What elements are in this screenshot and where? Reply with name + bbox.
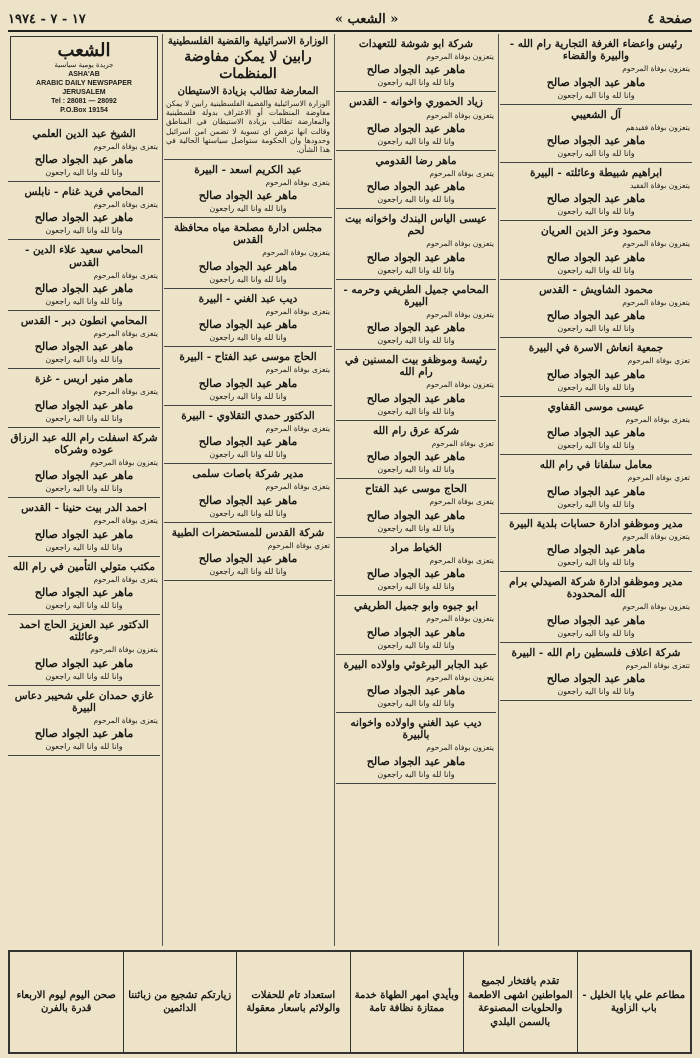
notice-name: ماهر عبد الجواد صالح	[366, 180, 466, 194]
notice-footer: وانا لله وانا اليه راجعون	[209, 274, 287, 284]
notice-title: المحامي جميل الطريفي وحرمه - البيرة	[343, 283, 489, 308]
notice-title: جمعية انعاش الاسرة في البيرة	[528, 342, 664, 355]
ad-panel: وبأيدي امهر الطهاة خدمة ممتازة نظافة تامة	[350, 952, 464, 1052]
column-divider	[162, 34, 163, 946]
notice-text: يتعزى بوفاة المرحوم	[625, 414, 690, 424]
notice-text: يتعزى بوفاة المرحوم	[93, 516, 158, 526]
notice-text: يتعزى بوفاة المرحوم	[265, 306, 330, 316]
condolence-notice	[8, 124, 160, 182]
condolence-notice	[164, 289, 332, 347]
notice-footer: وانا لله وانا اليه راجعون	[557, 148, 635, 158]
notice-title: شركة ابو شوشة للتعهدات	[358, 38, 474, 50]
notice-name: ماهر عبد الجواد صالح	[366, 754, 466, 768]
notice-name: ماهر عبد الجواد صالح	[546, 543, 646, 556]
condolence-notice	[164, 218, 332, 289]
notice-name: ماهر عبد الجواد صالح	[198, 376, 298, 390]
ad-panel: استعداد تام للحفلات والولائم باسعار معقولة	[236, 952, 350, 1052]
notice-name: ماهر عبد الجواد صالح	[366, 625, 466, 639]
page-number: صفحة ٤	[647, 11, 692, 27]
notice-footer: وانا لله وانا اليه راجعون	[557, 207, 635, 217]
notice-name: ماهر عبد الجواد صالح	[366, 250, 466, 264]
news-subhead: الوزارة الاسرائيلية والقضية الفلسطينية	[167, 36, 329, 47]
notice-footer: وانا لله وانا اليه راجعون	[377, 582, 455, 592]
notice-text: تتعزى بوفاة المرحوم	[625, 660, 690, 670]
notice-name: ماهر عبد الجواد صالح	[366, 684, 466, 697]
notice-text: يتعزون بوفاة المرحوم	[426, 239, 494, 249]
condolence-notice	[500, 105, 692, 163]
condolence-notice	[336, 209, 496, 280]
notice-title: مدير وموظفو ادارة شركة الصيدلي برام الله المحدودة	[509, 576, 683, 601]
notice-name: ماهر عبد الجواد صالح	[198, 259, 298, 273]
notice-name: ماهر عبد الجواد صالح	[366, 63, 466, 77]
notice-footer: وانا لله وانا اليه راجعون	[377, 465, 455, 475]
notice-text: يتعزون بوفاة المرحوم	[90, 457, 158, 467]
notice-name: ماهر عبد الجواد صالح	[198, 189, 298, 203]
notice-text: يتعزون بوفاة المرحوم	[426, 743, 494, 753]
notice-title: المحامي سعيد علاء الدين - القدس	[24, 244, 144, 269]
notice-title: المحامي انطون دبر - القدس	[20, 314, 148, 327]
notice-name: ماهر عبد الجواد صالح	[546, 133, 646, 147]
notice-footer: وانا لله وانا اليه راجعون	[557, 324, 635, 334]
notice-title: عبد الجابر البرغوثي واولاده البيرة	[343, 658, 489, 671]
condolence-notice	[336, 350, 496, 421]
notice-title: ماهر رضا القدومي	[375, 154, 457, 167]
condolence-notice	[164, 464, 332, 522]
notice-footer: وانا لله وانا اليه راجعون	[377, 640, 455, 650]
notice-title: ابو جبوه وابو جميل الطريفي	[354, 600, 478, 613]
notice-footer: وانا لله وانا اليه راجعون	[45, 484, 123, 494]
condolence-notice	[500, 338, 692, 396]
notice-footer: وانا لله وانا اليه راجعون	[45, 542, 123, 552]
condolence-notice	[500, 280, 692, 338]
condolence-notice	[336, 92, 496, 150]
notice-footer: وانا لله وانا اليه راجعون	[377, 336, 455, 346]
notice-name: ماهر عبد الجواد صالح	[546, 484, 646, 498]
column-divider	[334, 34, 335, 946]
notice-text: يتعزون بوفاة المرحوم	[426, 614, 494, 624]
condolence-notice	[8, 686, 160, 757]
notice-title: شركة اعلاف فلسطين رام الله - البيرة	[511, 646, 681, 659]
notice-footer: وانا لله وانا اليه راجعون	[557, 265, 635, 275]
notice-text: يتعزى بوفاة المرحوم	[265, 423, 330, 433]
notice-footer: وانا لله وانا اليه راجعون	[45, 742, 123, 752]
condolence-notice	[336, 655, 496, 713]
notice-text: يتعزى بوفاة المرحوم	[93, 329, 158, 338]
notice-text: تعزي بوفاة المرحوم	[267, 540, 330, 550]
notice-text: تعزي بوفاة المرحوم	[431, 438, 494, 448]
condolence-notice	[500, 643, 692, 701]
notice-footer: وانا لله وانا اليه راجعون	[45, 296, 123, 306]
masthead-pobox: P.O.Box 19154	[60, 107, 108, 115]
notice-footer: وانا لله وانا اليه راجعون	[557, 686, 635, 696]
notice-name: ماهر عبد الجواد صالح	[34, 586, 134, 600]
masthead-en-city: JERUSALEM	[62, 89, 106, 97]
notice-title: غازي حمدان علي شحيبر دعاس البيرة	[14, 689, 154, 714]
condolence-notice	[500, 455, 692, 513]
notice-footer: وانا لله وانا اليه راجعون	[209, 204, 287, 214]
notice-text: يتعزى بوفاة المرحوم	[93, 715, 158, 725]
notice-text: تعزي بوفاة المرحوم	[627, 473, 690, 483]
notice-text: يتعزى بوفاة المرحوم	[265, 177, 330, 187]
notice-title: مكتب متولي التأمين في رام الله	[12, 560, 156, 573]
masthead-en-sub: ARABIC DAILY NEWSPAPER	[36, 80, 132, 88]
condolence-notice	[500, 514, 692, 572]
condolence-notice	[336, 34, 496, 92]
condolence-notice	[164, 523, 332, 581]
notice-title: الحاج موسى عبد الفتاح	[365, 483, 467, 496]
notice-title: محمود وعز الدين العريان	[540, 225, 652, 238]
condolence-notice	[164, 406, 332, 464]
notice-title: معامل سلفانا في رام الله	[539, 459, 653, 472]
condolence-notice	[336, 421, 496, 479]
notice-footer: وانا لله وانا اليه راجعون	[377, 78, 455, 88]
news-headline: رابين لا يمكن مفاوضة المنظمات	[184, 49, 312, 82]
notice-title: عبد الكريم اسعد - البيرة	[194, 163, 302, 176]
masthead-box	[10, 36, 158, 120]
notice-title: مدير وموظفو ادارة حسابات بلدية البيرة	[509, 517, 683, 530]
notice-name: ماهر عبد الجواد صالح	[546, 309, 646, 323]
notice-text: يتعزون بوفاة المرحوم	[622, 297, 690, 307]
notice-title: عيسى موسى القفاوي	[547, 400, 645, 413]
condolence-notice	[336, 479, 496, 537]
notice-title: الحاج موسى عبد الفتاح - البيرة	[179, 351, 317, 364]
notice-text: يتعزون بوفاة المرحوم	[426, 672, 494, 682]
notice-title: الخياط مراد	[390, 541, 442, 554]
notice-footer: وانا لله وانا اليه راجعون	[377, 136, 455, 146]
news-body: الوزارة الاسرائيلية والقضية الفلسطينية رابين لا يمكن مفاوضة المنظمات أو الاعتراف بدولة فلسطينية والمعارضة تطالب بزيادة الاستيطان في المناطق وقالت انها ترفض اي تسوية لا تضمن امن اسرائيل وحدودها وان الحكومة ستواصل سياستها الحالية في هذا الشأن.	[166, 98, 330, 155]
notice-footer: وانا لله وانا اليه راجعون	[557, 90, 635, 100]
ad-panel: زيارتكم تشجيع من زبائننا الدائمين	[123, 952, 237, 1052]
notice-text: يتعزى بوفاة المرحوم	[93, 200, 158, 210]
notice-footer: وانا لله وانا اليه راجعون	[209, 508, 287, 518]
notice-title: شركة القدس للمستحضرات الطبية	[171, 526, 325, 539]
notice-name: ماهر عبد الجواد صالح	[34, 281, 134, 295]
ad-panel: صحن اليوم ليوم الاربعاء قدرة بالفرن	[16, 989, 116, 1014]
condolence-notice	[8, 557, 160, 615]
notice-footer: وانا لله وانا اليه راجعون	[209, 450, 287, 460]
news-subhead-2: المعارضة تطالب بزيادة الاستيطان	[177, 85, 319, 97]
notice-title: مجلس ادارة مصلحة مياه محافظة القدس	[174, 222, 322, 247]
notice-text: يتعزى بوفاة المرحوم	[93, 387, 158, 397]
notice-footer: وانا لله وانا اليه راجعون	[377, 195, 455, 205]
notice-footer: وانا لله وانا اليه راجعون	[45, 601, 123, 611]
notice-title: رئيسة وموظفو بيت المسنين في رام الله	[344, 354, 488, 379]
notice-text: يتعزون بوفاة المرحوم	[426, 52, 494, 62]
notice-footer: وانا لله وانا اليه راجعون	[377, 699, 455, 708]
notice-title: زياد الحموري واخوانه - القدس	[349, 96, 483, 109]
condolence-notice	[336, 151, 496, 209]
condolence-notice	[164, 347, 332, 405]
column-4	[8, 34, 160, 946]
condolence-notice	[8, 240, 160, 311]
condolence-notice	[500, 34, 692, 105]
notice-title: الدكتور حمدي التقلاوي - البيرة	[181, 409, 315, 422]
masthead-title: الشعب	[57, 40, 111, 61]
notice-footer: وانا لله وانا اليه راجعون	[45, 226, 123, 236]
notice-text: يتعزون بوفاة المرحوم	[262, 248, 330, 258]
notice-title: عيسى الياس البندك واخوانه بيت لحم	[345, 213, 487, 238]
condolence-notice	[164, 160, 332, 218]
notice-name: ماهر عبد الجواد صالح	[34, 469, 134, 483]
advertisement-strip	[8, 950, 692, 1054]
notice-title: احمد الدر بيت حنينا - القدس	[21, 502, 147, 515]
notice-footer: وانا لله وانا اليه راجعون	[377, 406, 455, 416]
notice-footer: وانا لله وانا اليه راجعون	[377, 523, 455, 533]
notice-footer: وانا لله وانا اليه راجعون	[45, 671, 123, 681]
condolence-notice	[336, 280, 496, 351]
masthead-tagline: جريدة يومية سياسية	[54, 61, 114, 69]
condolence-notice	[8, 428, 160, 499]
notice-text: يتعزون بوفاة المرحوم	[622, 531, 690, 541]
notice-text: يتعزى بوفاة المرحوم	[429, 555, 494, 565]
notice-footer: وانا لله وانا اليه راجعون	[557, 499, 635, 509]
notice-title: رئيس واعضاء الغرفة التجارية رام الله - والبيرة والقضاء	[509, 38, 683, 63]
issue-date: ١٧ - ٧ - ١٩٧٤	[8, 11, 86, 27]
notice-text: يتعزى بوفاة المرحوم	[265, 365, 330, 375]
notice-title: الدكتور عبد العزيز الحاج احمد وعائلته	[19, 619, 149, 644]
notice-footer: وانا لله وانا اليه راجعون	[45, 413, 123, 423]
notice-text: يتعزون بوفاة المرحوم	[426, 380, 494, 390]
column-1	[500, 34, 692, 946]
notice-text: يتعزون بوفاة المرحوم	[90, 645, 158, 655]
paper-name: « الشعب »	[334, 11, 399, 27]
notice-name: ماهر عبد الجواد صالح	[34, 727, 134, 741]
notice-text: يتعزون بوفاة المرحوم	[426, 110, 494, 120]
notice-name: ماهر عبد الجواد صالح	[198, 493, 298, 507]
notice-title: ديب عبد الغني واولاده واخوانه بالبيرة	[350, 717, 482, 742]
notice-footer: وانا لله وانا اليه راجعون	[557, 441, 635, 451]
notice-name: ماهر عبد الجواد صالح	[546, 671, 646, 685]
notice-title: الشيخ عبد الدين العلمي	[32, 127, 136, 140]
notice-name: ماهر عبد الجواد صالح	[198, 551, 298, 565]
condolence-notice	[8, 498, 160, 556]
news-article	[164, 36, 332, 160]
notice-footer: وانا لله وانا اليه راجعون	[209, 391, 287, 401]
notice-name: ماهر عبد الجواد صالح	[198, 318, 298, 332]
condolence-notice	[336, 538, 496, 596]
condolence-notice	[8, 182, 160, 240]
notice-text: يتعزى بوفاة المرحوم	[429, 168, 494, 178]
notice-name: ماهر عبد الجواد صالح	[34, 656, 134, 670]
notice-name: ماهر عبد الجواد صالح	[546, 426, 646, 440]
notice-name: ماهر عبد الجواد صالح	[546, 192, 646, 206]
masthead-phone: Tel : 28081 — 28092	[51, 98, 117, 106]
notice-title: محمود الشاويش - القدس	[539, 283, 653, 296]
condolence-notice	[8, 311, 160, 369]
notice-title: ديب عبد الغني - البيرة	[198, 292, 298, 305]
notice-name: ماهر عبد الجواد صالح	[546, 613, 646, 627]
notice-title: المحامي فريد غنام - نابلس	[24, 186, 144, 198]
notice-name: ماهر عبد الجواد صالح	[198, 435, 298, 449]
notice-name: ماهر عبد الجواد صالح	[546, 367, 646, 381]
notice-name: ماهر عبد الجواد صالح	[34, 153, 134, 166]
notice-text: يتعزون بوفاة الفقيد	[630, 181, 690, 190]
notice-text: يتعزى بوفاة المرحوم	[93, 574, 158, 584]
condolence-notice	[336, 596, 496, 654]
notice-name: ماهر عبد الجواد صالح	[366, 508, 466, 522]
notice-text: يتعزى بوفاة المرحوم	[265, 482, 330, 492]
notice-footer: وانا لله وانا اليه راجعون	[45, 355, 123, 365]
condolence-notice	[500, 572, 692, 643]
notice-text: يتعزون بوفاة المرحوم	[622, 602, 690, 612]
notice-name: ماهر عبد الجواد صالح	[366, 121, 466, 135]
notice-text: يتعزى بوفاة المرحوم	[93, 141, 158, 151]
condolence-notice	[336, 713, 496, 784]
notice-name: ماهر عبد الجواد صالح	[546, 75, 646, 89]
column-2	[336, 34, 496, 946]
page-header	[8, 8, 692, 32]
notice-name: ماهر عبد الجواد صالح	[366, 567, 466, 581]
notice-title: ماهر منير اريس - غزة	[35, 373, 133, 386]
notice-footer: وانا لله وانا اليه راجعون	[209, 333, 287, 343]
masthead-en-name: ASHA'AB	[68, 71, 100, 79]
notice-footer: وانا لله وانا اليه راجعون	[557, 628, 635, 638]
notice-name: ماهر عبد الجواد صالح	[34, 527, 134, 541]
condolence-notice	[8, 615, 160, 686]
notice-title: ابراهيم شبيطة وعائلته - البيرة	[529, 166, 663, 179]
notice-footer: وانا لله وانا اليه راجعون	[557, 382, 635, 392]
condolence-notice	[500, 397, 692, 455]
condolence-notice	[500, 221, 692, 279]
column-divider	[498, 34, 499, 946]
notice-title: شركة عرق رام الله	[372, 424, 460, 437]
notice-footer: وانا لله وانا اليه راجعون	[377, 265, 455, 275]
notice-title: آل الشعيبي	[571, 108, 621, 121]
notice-title: شركة اسفلت رام الله عبد الرزاق عوده وشركاه	[10, 431, 158, 456]
notice-name: ماهر عبد الجواد صالح	[366, 450, 466, 464]
condolence-notice	[8, 369, 160, 427]
notice-name: ماهر عبد الجواد صالح	[366, 321, 466, 335]
column-3	[164, 34, 332, 946]
notice-title: مدير شركة باصات سلمى	[192, 468, 304, 481]
notice-name: ماهر عبد الجواد صالح	[366, 391, 466, 405]
condolence-notice	[500, 163, 692, 221]
notice-text: يتعزون بوفاة فقيدهم	[625, 122, 690, 132]
notice-text: تعزي بوفاة المرحوم	[627, 356, 690, 366]
ad-panel: تقدم بافتخار لجميع المواطنين اشهى الاطعمة والحلويات المصنوعة بالسمن البلدي	[463, 952, 577, 1052]
notice-footer: وانا لله وانا اليه راجعون	[209, 566, 287, 576]
notice-text: يتعزون بوفاة المرحوم	[426, 309, 494, 319]
notice-text: يتعزون بوفاة المرحوم	[622, 239, 690, 249]
notice-footer: وانا لله وانا اليه راجعون	[377, 769, 455, 779]
notice-name: ماهر عبد الجواد صالح	[34, 340, 134, 354]
notice-text: يتعزون بوفاة المرحوم	[622, 64, 690, 74]
notice-name: ماهر عبد الجواد صالح	[34, 398, 134, 412]
ad-panel: مطاعم علي بابا الخليل - باب الزاوية	[577, 952, 691, 1052]
notice-name: ماهر عبد الجواد صالح	[34, 211, 134, 225]
notice-text: يتعزى بوفاة المرحوم	[429, 497, 494, 507]
notice-name: ماهر عبد الجواد صالح	[546, 250, 646, 264]
notice-text: يتعزى بوفاة المرحوم	[93, 270, 158, 280]
notice-footer: وانا لله وانا اليه راجعون	[45, 168, 123, 177]
notice-footer: وانا لله وانا اليه راجعون	[557, 558, 635, 567]
